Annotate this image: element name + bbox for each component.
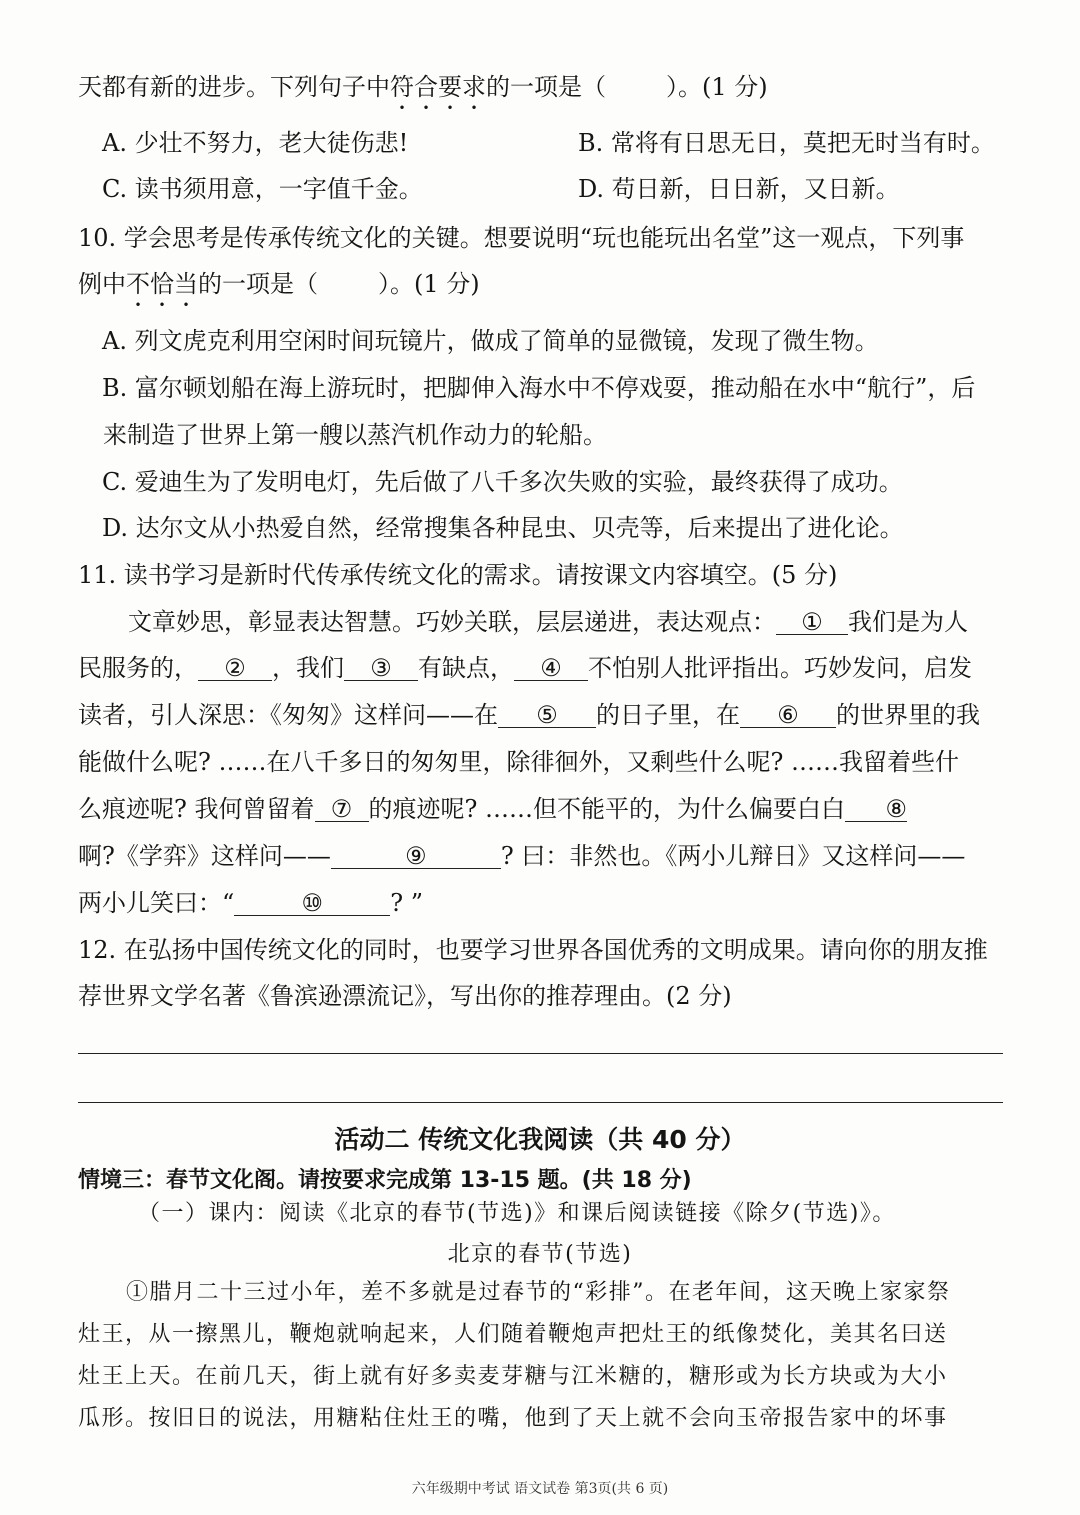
q11-line7 (78, 888, 423, 918)
q11-line3 (78, 700, 980, 730)
q9-option-a: A. 少壮不努力，老大徒伤悲! (102, 129, 409, 157)
q10-score: ）。(1 分) (378, 270, 480, 298)
q10-emphasis: 不恰当 (126, 270, 198, 298)
q11-line1 (128, 607, 968, 637)
q9-option-c: C. 读书须用意，一字值千金。 (102, 175, 423, 203)
reading-title: 北京的春节(节选) (447, 1242, 633, 1267)
q9-score: ）。(1 分) (666, 73, 768, 101)
q12-line1: 12. 在弘扬中国传统文化的同时，也要学习世界各国优秀的文明成果。请向你的朋友推 (78, 936, 988, 964)
q11-text: 的痕迹呢? ……但不能平的，为什么偏要白白 (368, 795, 845, 823)
q10-option-b-line1: B. 富尔顿划船在海上游玩时，把脚伸入海水中不停戏耍，推动船在水中“航行”，后 (102, 374, 976, 402)
q11-text: 民服务的， (78, 654, 198, 682)
reading-para-line3: 灶王上天。在前几天，街上就有好多卖麦芽糖与江米糖的，糖形或为长方块或为大小 (78, 1364, 948, 1389)
q11-text: 两小儿笑曰：“ (78, 889, 235, 917)
q11-text: 啊?《学弈》这样问—— (78, 842, 331, 870)
q11-line2 (78, 653, 972, 683)
q11-text: ，我们 (272, 654, 344, 682)
q10-stem-line2 (78, 269, 480, 312)
q11-blank-10[interactable]: ⑩ (234, 889, 390, 916)
q10-stem-line1: 10. 学会思考是传承传统文化的关键。想要说明“玩也能玩出名堂”这一观点，下列事 (78, 224, 965, 252)
q9-stem-text-b: 的一项是（ (486, 73, 606, 101)
reading-para-line1: ①腊月二十三过小年，差不多就是过春节的“彩排”。在老年间，这天晚上家家祭 (126, 1280, 951, 1305)
reading-para-line4: 瓜形。按旧日的说法，用糖粘住灶王的嘴，他到了天上就不会向玉帝报告家中的坏事 (78, 1406, 948, 1431)
q12-line2: 荐世界文学名著《鲁滨逊漂流记》，写出你的推荐理由。(2 分) (78, 982, 732, 1010)
situation-three: 情境三：春节文化阁。请按要求完成第 13-15 题。(共 18 分) (78, 1168, 692, 1193)
q11-blank-1[interactable]: ① (776, 608, 848, 635)
q11-text: ? 曰：非然也。《两小儿辩日》又这样问—— (500, 842, 966, 870)
page-footer: 六年级期中考试 语文试卷 第3页(共 6 页) (411, 1481, 669, 1497)
q11-blank-6[interactable]: ⑥ (740, 701, 836, 728)
q11-blank-9[interactable]: ⑨ (331, 842, 501, 869)
q11-title: 11. 读书学习是新时代传承传统文化的需求。请按课文内容填空。(5 分) (78, 561, 838, 589)
q11-text: 有缺点， (418, 654, 514, 682)
q11-text: 我们是为人 (848, 608, 968, 636)
q11-text: 文章妙思，彰显表达智慧。巧妙关联，层层递进，表达观点： (128, 608, 776, 636)
q11-text: 的日子里，在 (596, 701, 740, 729)
q9-emphasis: 符合要求 (390, 73, 486, 101)
q10-stem-text: 例中 (78, 270, 126, 298)
q11-line4: 能做什么呢? ……在八千多日的匆匆里，除徘徊外，又剩些什么呢? ……我留着些什 (78, 748, 959, 776)
q10-stem-text-b: 的一项是（ (198, 270, 318, 298)
q11-blank-3[interactable]: ③ (344, 654, 418, 681)
q9-option-b: B. 常将有日思无日，莫把无时当有时。 (578, 129, 995, 157)
q10-option-b-line2: 来制造了世界上第一艘以蒸汽机作动力的轮船。 (103, 421, 607, 449)
q12-answer-line-1[interactable] (78, 1053, 1003, 1054)
q11-text: 么痕迹呢? 我何曾留着 (78, 795, 315, 823)
q10-option-c: C. 爱迪生为了发明电灯，先后做了八千多次失败的实验，最终获得了成功。 (102, 468, 903, 496)
q10-option-a: A. 列文虎克利用空闲时间玩镜片，做成了简单的显微镜，发现了微生物。 (102, 327, 879, 355)
q11-line6 (78, 841, 965, 871)
part-one-instruction: （一）课内：阅读《北京的春节(节选)》和课后阅读链接《除夕(节选)》。 (138, 1201, 896, 1226)
q11-blank-5[interactable]: ⑤ (498, 701, 596, 728)
q11-text: 不怕别人批评指出。巧妙发问，启发 (588, 654, 972, 682)
q11-blank-8[interactable]: ⑧ (845, 795, 907, 822)
q12-answer-line-2[interactable] (78, 1102, 1003, 1103)
q11-blank-7[interactable]: ⑦ (315, 795, 369, 822)
q9-option-d: D. 苟日新，日日新，又日新。 (578, 175, 900, 203)
q10-option-d: D. 达尔文从小热爱自然，经常搜集各种昆虫、贝壳等，后来提出了进化论。 (102, 514, 904, 542)
q9-stem-text: 天都有新的进步。下列句子中 (78, 73, 390, 101)
q9-stem (78, 72, 768, 115)
q11-blank-2[interactable]: ② (198, 654, 272, 681)
q11-text: 的世界里的我 (836, 701, 980, 729)
reading-para-line2: 灶王，从一擦黑儿，鞭炮就响起来，人们随着鞭炮声把灶王的纸像焚化，美其名曰送 (78, 1322, 948, 1347)
q11-text: ? ” (390, 889, 424, 917)
q11-blank-4[interactable]: ④ (514, 654, 588, 681)
q11-line5 (78, 794, 907, 824)
section-heading: 活动二 传统文化我阅读（共 40 分） (334, 1125, 746, 1154)
q11-text: 读者，引人深思：《匆匆》这样问——在 (78, 701, 498, 729)
